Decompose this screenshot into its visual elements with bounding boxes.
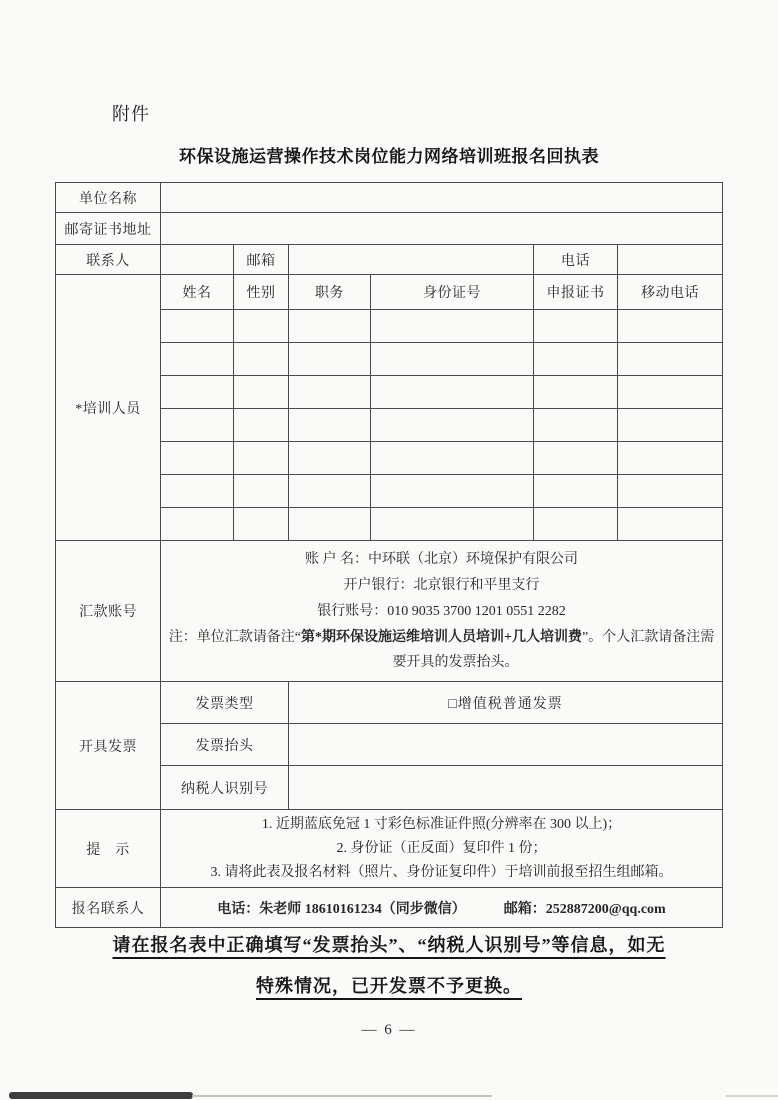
contact-row	[56, 245, 723, 275]
trainee-cell	[534, 508, 618, 541]
trainee-col-id-number: 身份证号	[371, 275, 534, 310]
trainee-cell	[289, 409, 371, 442]
trainee-cell	[534, 376, 618, 409]
trainee-cell	[289, 376, 371, 409]
registration-contact-email: 邮箱：252887200@qq.com	[503, 901, 666, 917]
trainee-cell	[161, 310, 234, 343]
tips-row	[56, 810, 723, 888]
remittance-account-name: 账 户 名：中环联（北京）环境保护有限公司	[305, 552, 578, 567]
remittance-note-bold: 第*期环保设施运维培训人员培训+几人培训费	[301, 630, 582, 645]
email-value	[289, 245, 534, 275]
trainee-cell	[234, 376, 289, 409]
page-number: — 6 —	[361, 1022, 417, 1038]
invoice-type-row	[56, 682, 723, 724]
trainee-col-position: 职务	[289, 275, 371, 310]
trainee-col-certificate: 申报证书	[534, 275, 618, 310]
registration-contact-content	[161, 888, 723, 928]
invoice-title-label: 发票抬头	[161, 724, 289, 766]
remittance-bank: 开户银行：北京银行和平里支行	[343, 578, 540, 593]
tips-label: 提 示	[56, 810, 161, 888]
invoice-type-label: 发票类型	[161, 682, 289, 724]
trainee-cell	[534, 475, 618, 508]
trainee-cell	[234, 475, 289, 508]
remittance-note-suffix: ”。个人汇款请备注需要开具的发票抬头。	[392, 630, 715, 670]
footer-note-line-1: 请在报名表中正确填写“发票抬头”、“纳税人识别号”等信息，如无	[112, 935, 666, 955]
trainee-cell	[289, 310, 371, 343]
trainee-cell	[234, 310, 289, 343]
trainee-cell	[234, 343, 289, 376]
trainee-cell	[618, 376, 723, 409]
trainee-cell	[289, 343, 371, 376]
trainee-header-row	[56, 275, 723, 310]
trainee-col-mobile: 移动电话	[618, 275, 723, 310]
trainee-cell	[161, 376, 234, 409]
attachment-label: 附件	[112, 104, 150, 124]
registration-form-table	[55, 182, 723, 928]
trainee-col-gender: 性别	[234, 275, 289, 310]
trainee-cell	[289, 508, 371, 541]
trainee-cell	[534, 409, 618, 442]
trainee-cell	[371, 310, 534, 343]
trainee-cell	[371, 508, 534, 541]
tip-item-2: 2. 身份证（正反面）复印件 1 份；	[336, 840, 547, 856]
scan-artifact-line-right	[726, 1095, 778, 1097]
invoice-label: 开具发票	[56, 682, 161, 810]
trainees-label: *培训人员	[56, 275, 161, 541]
trainee-cell	[161, 442, 234, 475]
registration-contact-row	[56, 888, 723, 928]
tips-content	[161, 810, 723, 888]
trainee-cell	[234, 409, 289, 442]
tip-item-1: 1. 近期蓝底免冠 1 寸彩色标准证件照(分辨率在 300 以上)；	[261, 816, 622, 832]
trainee-cell	[371, 475, 534, 508]
footer-note-line-2: 特殊情况，已开发票不予更换。	[256, 976, 522, 996]
trainee-cell	[161, 508, 234, 541]
trainee-cell	[618, 409, 723, 442]
trainee-cell	[618, 343, 723, 376]
trainee-col-name: 姓名	[161, 275, 234, 310]
trainee-cell	[534, 343, 618, 376]
trainee-cell	[371, 442, 534, 475]
contact-value	[161, 245, 234, 275]
remittance-label: 汇款账号	[56, 541, 161, 682]
unit-name-label: 单位名称	[56, 183, 161, 213]
unit-name-value	[161, 183, 723, 213]
trainee-cell	[289, 442, 371, 475]
remittance-note-prefix: 注：单位汇款请备注“	[168, 630, 301, 645]
invoice-title-value	[289, 724, 723, 766]
page-title: 环保设施运营操作技术岗位能力网络培训班报名回执表	[179, 147, 599, 166]
trainee-cell	[161, 409, 234, 442]
tip-item-3: 3. 请将此表及报名材料（照片、身份证复印件）于培训前报至招生组邮箱。	[210, 864, 673, 880]
trainee-cell	[618, 442, 723, 475]
trainee-cell	[371, 409, 534, 442]
trainee-cell	[618, 475, 723, 508]
scan-artifact-line-mid	[192, 1095, 492, 1097]
trainee-cell	[371, 376, 534, 409]
trainee-cell	[618, 310, 723, 343]
remittance-row	[56, 541, 723, 682]
tax-id-value	[289, 766, 723, 810]
email-label: 邮箱	[234, 245, 289, 275]
trainee-cell	[618, 508, 723, 541]
scan-artifact-bar	[9, 1092, 193, 1099]
unit-name-row	[56, 183, 723, 213]
registration-contact-label: 报名联系人	[56, 888, 161, 928]
trainee-cell	[161, 475, 234, 508]
mailing-address-row	[56, 213, 723, 245]
trainee-cell	[234, 442, 289, 475]
remittance-note	[165, 625, 718, 675]
invoice-type-checkbox-option: □增值税普通发票	[289, 682, 723, 724]
mailing-address-label: 邮寄证书地址	[56, 213, 161, 245]
trainee-cell	[534, 442, 618, 475]
phone-label: 电话	[534, 245, 618, 275]
trainee-cell	[371, 343, 534, 376]
phone-value	[618, 245, 723, 275]
trainee-cell	[234, 508, 289, 541]
trainee-cell	[289, 475, 371, 508]
contact-label: 联系人	[56, 245, 161, 275]
trainee-cell	[161, 343, 234, 376]
trainee-cell	[534, 310, 618, 343]
tax-id-label: 纳税人识别号	[161, 766, 289, 810]
remittance-account-no: 银行账号：010 9035 3700 1201 0551 2282	[317, 604, 566, 619]
registration-contact-phone: 电话：朱老师 18610161234（同步微信）	[217, 901, 466, 917]
mailing-address-value	[161, 213, 723, 245]
remittance-content	[161, 541, 723, 682]
